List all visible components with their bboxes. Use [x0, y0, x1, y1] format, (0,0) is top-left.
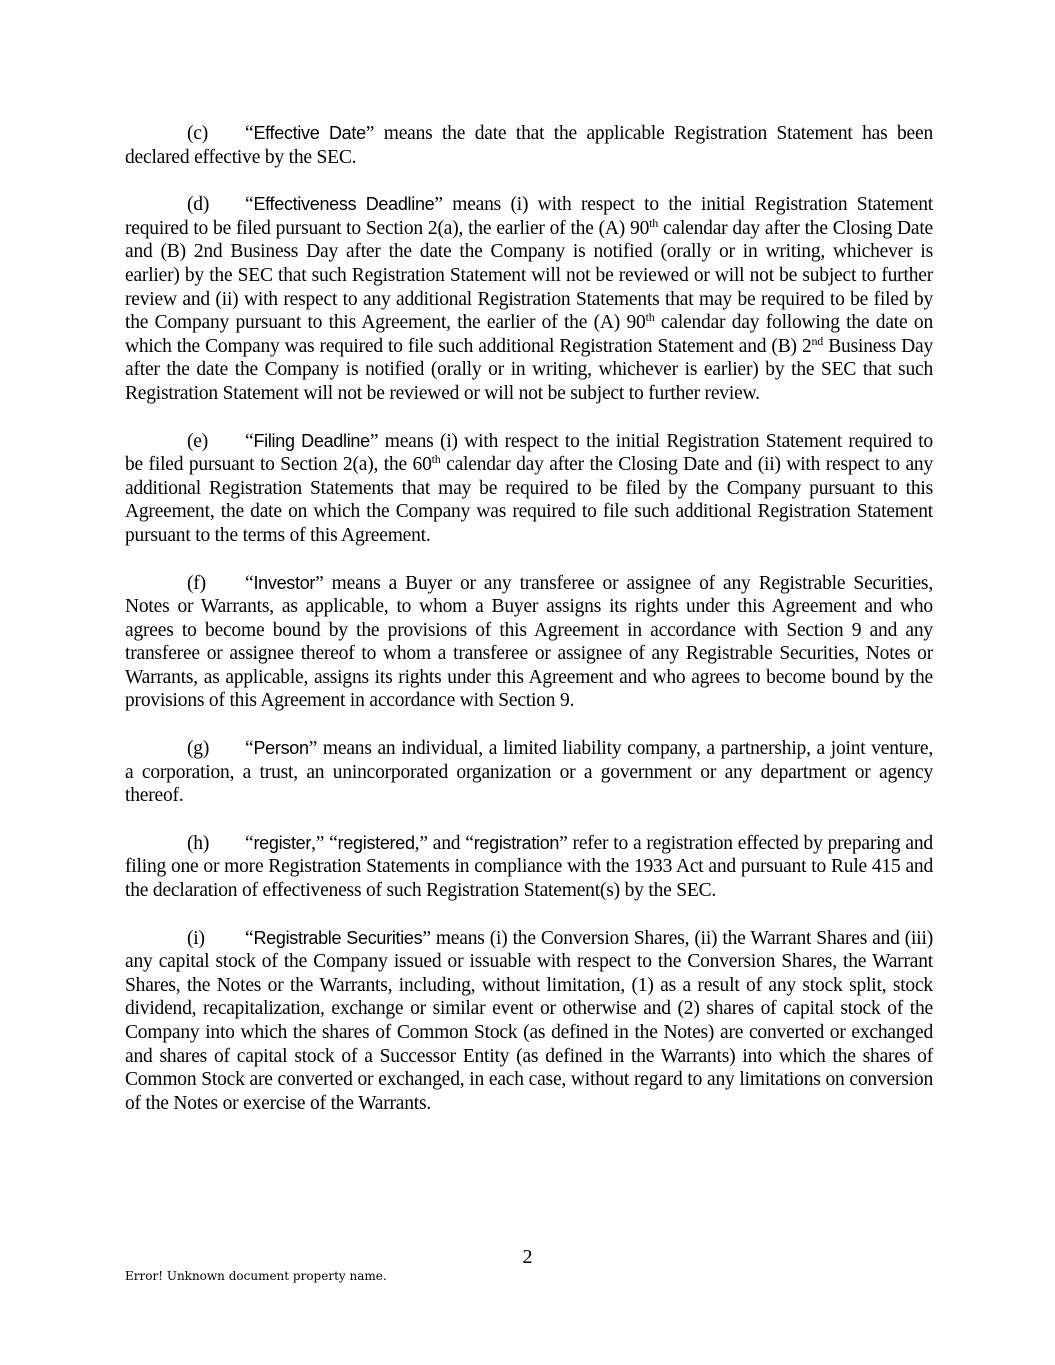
defined-term: Person — [253, 738, 309, 759]
clause-label: (f) — [187, 572, 206, 594]
defined-term: registration — [473, 832, 560, 853]
defined-term: registered — [337, 832, 415, 853]
defined-term: register — [253, 832, 312, 853]
clause-label: (d) — [187, 194, 210, 216]
defined-term: Investor — [253, 572, 316, 593]
document-body — [125, 122, 933, 1139]
page-number: 2 — [522, 1246, 533, 1268]
footer-note: Error! Unknown document property name. — [125, 1269, 387, 1283]
defined-term: Registrable Securities — [253, 927, 423, 948]
definition-effective-date: (c) “Effective Date” means the date that the applicable Registration Statement has been declared effective by the SEC. — [125, 123, 933, 168]
clause-label: (c) — [187, 123, 209, 144]
definition-registrable-securities: (i) “Registrable Securities” means (i) the Conversion Shares, (ii) the Warrant Shares and (iii) any capital stock of the Company issued or issuable with respect to the Conversion Shares, the Warrant Shares, the Notes or the Warrants, including, without limitation, (1) as a result of any stock split, stock dividend, recapitalization, exchange or similar event or otherwise and (2) shares of capital stock of the Company into which the shares of Common Stock (as defined in the Notes) are converted or exchanged and shares of capital stock of a Successor Entity (as defined in the Warrants) into which the shares of Common Stock are converted or exchanged, in each case, without regard to any limitations on conversion of the Notes or exercise of the Warrants. — [125, 927, 933, 1114]
definition-person: (g) “Person” means an individual, a limited liability company, a partnership, a joint venture, a corporation, a trust, an unincorporated organization or a government or any department or agency thereof. — [125, 738, 933, 807]
definition-effectiveness-deadline: (d) “Effectiveness Deadline” means (i) with respect to the initial Registration Statement required to be filed pursuant to Section 2(a), the earlier of the (A) 90th calendar day after the Closing Date and (B) 2nd Business Day after the date the Company is notified (orally or in writing, whichever is earlier) by the SEC that such Registration Statement will not be reviewed or will not be subject to further review and (ii) with respect to any additional Registration Statements that may be required to be filed by the Company pursuant to this Agreement, the earlier of the (A) 90th calendar day following the date on which the Company was required to file such additional Registration Statement and (B) 2nd Business Day after the date the Company is notified (orally or in writing, whichever is earlier) by the SEC that such Registration Statement will not be reviewed or will not be subject to further review. — [125, 194, 934, 404]
clause-label: (i) — [187, 927, 205, 949]
defined-term: Effectiveness Deadline — [253, 194, 435, 215]
definition-filing-deadline: (e) “Filing Deadline” means (i) with respect to the initial Registration Statement required to be filed pursuant to Section 2(a), the 60th calendar day after the Closing Date and (ii) with respect to any additional Registration Statements that may be required to be filed by the Company pursuant to this Agreement, the date on which the Company was required to file such additional Registration Statement pursuant to the terms of this Agreement. — [125, 430, 934, 546]
clause-label: (e) — [187, 430, 209, 452]
defined-term: Filing Deadline — [253, 430, 370, 451]
defined-term: Effective Date — [253, 123, 366, 143]
definition-register: (h) “register,” “registered,” and “registration” refer to a registration effected by preparing and filing one or more Registration Statements in compliance with the 1933 Act and pursuant to Rule 415 and the declaration of effectiveness of such Registration Statement(s) by the SEC. — [125, 832, 933, 902]
definition-investor: (f) “Investor” means a Buyer or any transferee or assignee of any Registrable Securities, Notes or Warrants, as applicable, to whom a Buyer assigns its rights under this Agreement and who agrees to become bound by the provisions of this Agreement in accordance with Section 9 and any transferee or assignee thereof to whom a transferee or assignee of any Registrable Securities, Notes or Warrants, as applicable, assigns its rights under this Agreement and who agrees to become bound by the provisions of this Agreement in accordance with Section 9. — [125, 572, 933, 712]
clause-label: (h) — [187, 832, 210, 854]
clause-label: (g) — [187, 738, 210, 760]
